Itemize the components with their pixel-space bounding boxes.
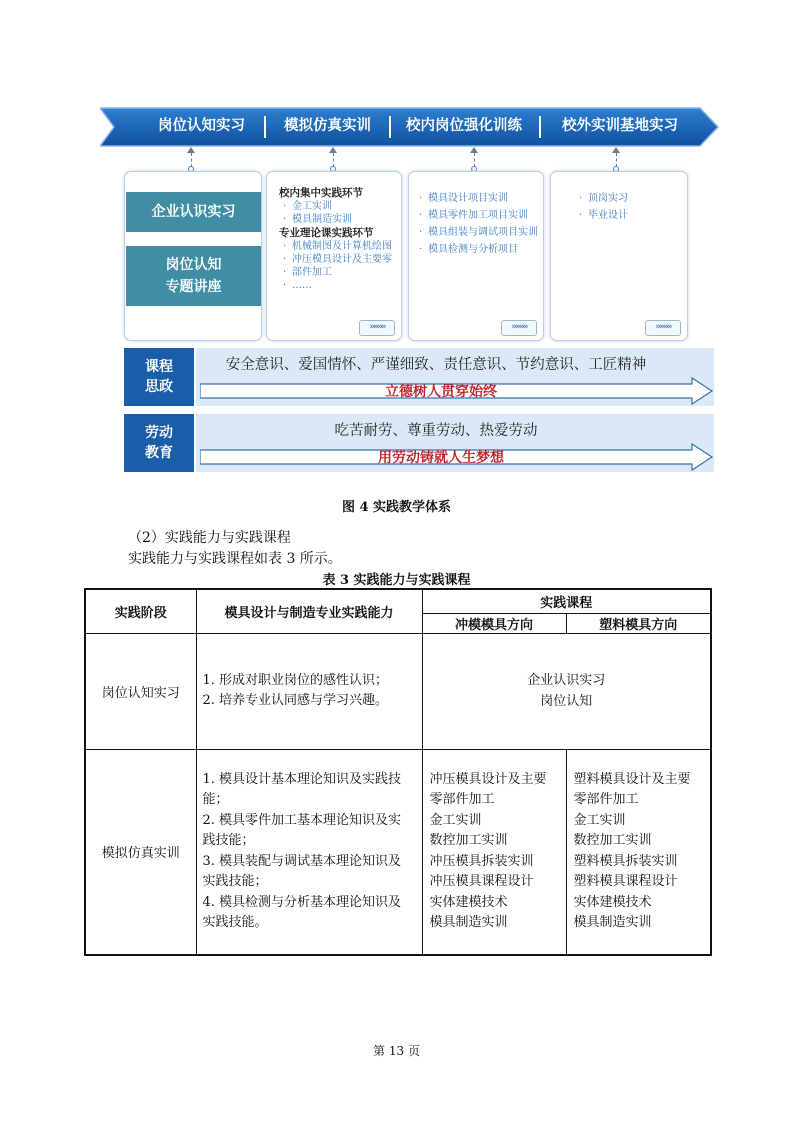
header-plastic: 塑料模具方向 <box>566 613 711 633</box>
stamping-course: 模具制造实训 <box>429 915 508 931</box>
ideology-band-label <box>124 348 194 406</box>
job-cognition-line1: 岗位认知 <box>165 257 222 273</box>
table-header-row <box>85 589 711 613</box>
section-heading: （2）实践能力与实践课程 <box>128 530 291 546</box>
row2-stamping <box>422 749 566 955</box>
row1-courses <box>422 633 711 749</box>
labor-slogan: 用劳动铸就人生梦想 <box>378 450 504 466</box>
table-row <box>85 749 711 955</box>
labor-band-label <box>124 414 194 472</box>
chevron-right-icon: »»»» <box>645 320 681 336</box>
plastic-course: 塑料模具课程设计 <box>573 874 678 890</box>
box2-item-cont: · 部件加工 <box>279 266 392 279</box>
section-text: 实践能力与实践课程如表 3 所示。 <box>128 551 342 567</box>
row2-ability-line: 4. 模具检测与分析基本理论知识及 <box>202 894 402 910</box>
stage-label-4: 校外实训基地实习 <box>562 118 678 134</box>
stage-label-2: 模拟仿真实训 <box>284 118 371 134</box>
box2-item: · 模具制造实训 <box>279 213 392 226</box>
row1-ability-line: 2. 培养专业认同感与学习兴趣。 <box>202 693 389 708</box>
ideology-values: 安全意识、爱国情怀、严谨细致、责任意识、节约意识、工匠精神 <box>225 357 647 373</box>
box3-list <box>415 192 538 256</box>
box3-item: · 模具设计项目实训 <box>415 192 538 205</box>
header-courses: 实践课程 <box>422 589 711 613</box>
row2-stage: 模拟仿真实训 <box>85 749 196 955</box>
ideology-label-line1: 课程 <box>145 359 173 375</box>
plastic-course: 塑料模具拆装实训 <box>573 853 678 869</box>
box3-item: · 模具组装与调试项目实训 <box>415 226 538 239</box>
page-number: 第 13 页 <box>373 1044 420 1058</box>
box2-list <box>279 186 392 292</box>
job-cognition-line2: 专题讲座 <box>165 279 222 295</box>
plastic-course: 数控加工实训 <box>573 833 652 849</box>
box3-item: · 模具零件加工项目实训 <box>415 209 538 222</box>
ideology-band <box>124 348 714 406</box>
connector-4 <box>612 147 620 173</box>
stage-label-1: 岗位认知实习 <box>158 118 245 134</box>
box2-head-1: 校内集中实践环节 <box>279 187 363 199</box>
ideology-slogan: 立德树人贯穿始终 <box>385 384 497 400</box>
stamping-course: 实体建模技术 <box>429 894 508 910</box>
stamping-course: 数控加工实训 <box>429 833 508 849</box>
header-stage: 实践阶段 <box>85 589 196 633</box>
figure-caption: 图 4 实践教学体系 <box>341 500 452 515</box>
job-cognition-block <box>126 246 261 306</box>
row2-ability-line: 践技能； <box>202 833 255 849</box>
row1-course: 岗位认知 <box>540 694 593 709</box>
stage-box-2 <box>266 171 402 341</box>
row2-ability-line: 能； <box>202 792 229 808</box>
stamping-course: 金工实训 <box>429 812 482 828</box>
box2-item: · …… <box>279 279 392 292</box>
plastic-course: 实体建模技术 <box>573 894 652 910</box>
table-row <box>85 633 711 749</box>
row2-ability-line: 1. 模具设计基本理论知识及实践技 <box>202 771 402 787</box>
box2-item: · 机械制图及计算机绘图 <box>279 240 392 253</box>
row2-ability <box>196 749 422 955</box>
labor-label-line1: 劳动 <box>145 425 173 441</box>
box2-item: · 金工实训 <box>279 200 392 213</box>
stamping-course: 冲压模具设计及主要 <box>429 771 547 787</box>
box2-head-2: 专业理论课实践环节 <box>279 227 374 239</box>
row1-ability-line: 1. 形成对职业岗位的感性认识； <box>202 672 389 688</box>
row2-ability-line: 3. 模具装配与调试基本理论知识及 <box>202 853 402 869</box>
connector-1 <box>187 147 195 173</box>
labor-band <box>124 414 714 472</box>
stage-box-1 <box>124 171 262 341</box>
row1-ability <box>196 633 422 749</box>
row1-course: 企业认识实习 <box>527 673 606 688</box>
stage-label-3: 校内岗位强化训练 <box>406 118 522 134</box>
enterprise-visit-block: 企业认识实习 <box>126 192 261 232</box>
connector-3 <box>470 147 478 173</box>
table-title: 表 3 实践能力与实践课程 <box>322 573 471 588</box>
row1-stage: 岗位认知实习 <box>85 633 196 749</box>
box3-item: · 模具检测与分析项目 <box>415 243 538 256</box>
ideology-label-line2: 思政 <box>145 379 173 395</box>
chevron-right-icon: »»»» <box>501 320 537 336</box>
plastic-course: 零部件加工 <box>573 792 639 808</box>
ideology-band-body <box>196 348 714 406</box>
row2-ability-line: 实践技能。 <box>202 915 268 931</box>
stamping-course: 冲压模具拆装实训 <box>429 853 534 869</box>
row2-ability-line: 2. 模具零件加工基本理论知识及实 <box>202 812 402 828</box>
stage-box-3 <box>408 171 544 341</box>
stage-box-4 <box>550 171 688 341</box>
row2-ability-line: 实践技能； <box>202 874 268 890</box>
practice-table <box>84 588 712 956</box>
chevron-right-icon: »»»» <box>359 320 395 336</box>
box4-item: · 顶岗实习 <box>575 192 628 205</box>
box2-item: · 冲压模具设计及主要零 <box>279 253 392 266</box>
header-stamping: 冲模模具方向 <box>422 613 566 633</box>
plastic-course: 模具制造实训 <box>573 915 652 931</box>
box4-item: · 毕业设计 <box>575 209 628 222</box>
labor-label-line2: 教育 <box>145 445 173 461</box>
plastic-course: 塑料模具设计及主要 <box>573 771 691 787</box>
box4-list <box>575 192 628 222</box>
plastic-course: 金工实训 <box>573 812 626 828</box>
row2-plastic <box>566 749 711 955</box>
stamping-course: 零部件加工 <box>429 792 495 808</box>
stamping-course: 冲压模具课程设计 <box>429 874 534 890</box>
connector-2 <box>329 147 337 173</box>
header-ability: 模具设计与制造专业实践能力 <box>196 589 422 633</box>
labor-band-body <box>196 414 714 472</box>
practice-teaching-system-figure <box>100 104 720 484</box>
labor-values: 吃苦耐劳、尊重劳动、热爱劳动 <box>334 423 538 439</box>
